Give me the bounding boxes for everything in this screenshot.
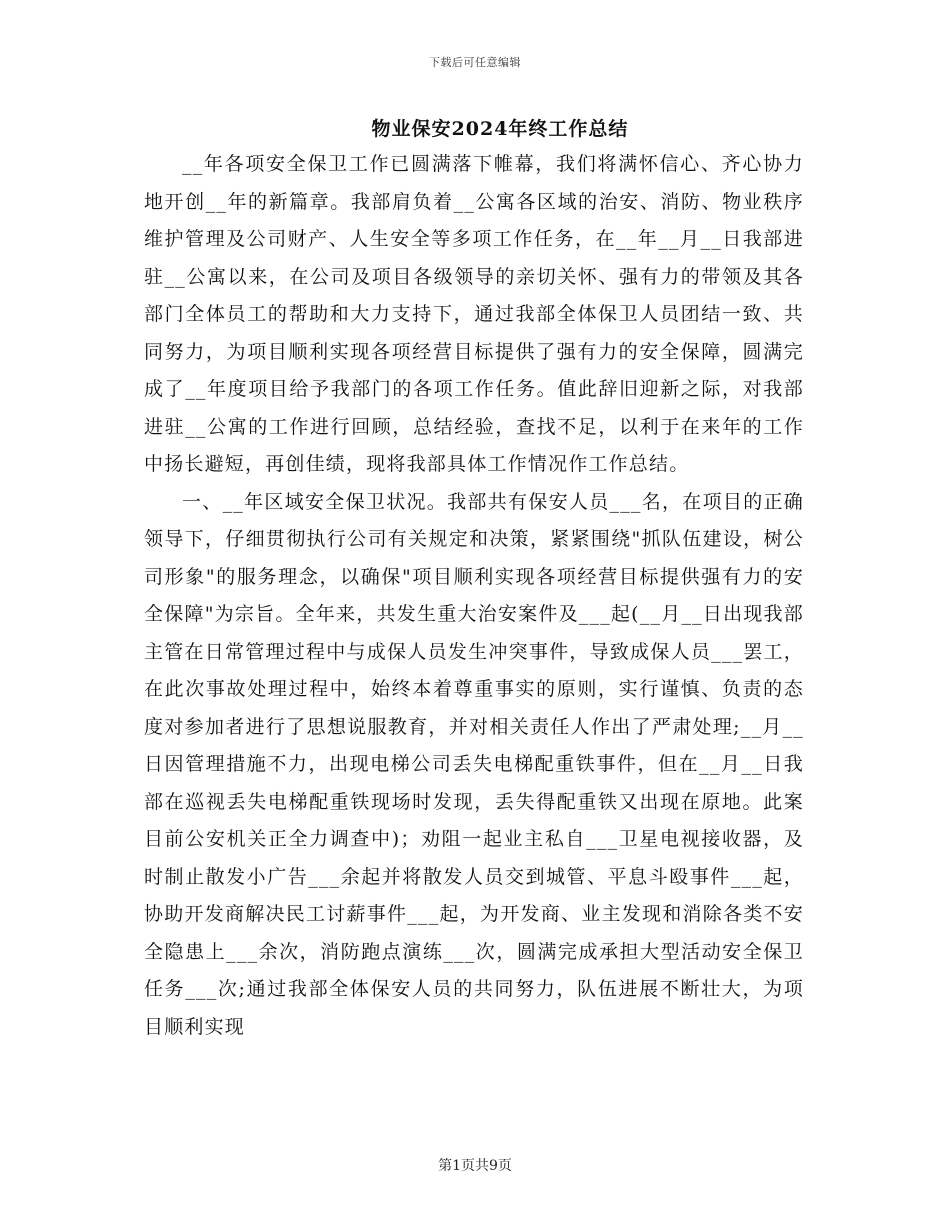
page-indicator: 第1页共9页 xyxy=(438,1158,512,1174)
document-title: 物业保安2024年终工作总结 xyxy=(371,118,629,140)
document-body xyxy=(144,146,804,1046)
paragraph-intro: __年各项安全保卫工作已圆满落下帷幕，我们将满怀信心、齐心协力地开创__年的新篇章。我部肩负着__公寓各区域的治安、消防、物业秩序维护管理及公司财产、人生安全等多项工作任务，在__年__月__日我部进驻__公寓以来，在公司及项目各级领导的亲切关怀、强有力的带领及其各部门全体员工的帮助和大力支持下，通过我部全体保卫人员团结一致、共同努力，为项目顺利实现各项经营目标提供了强有力的安全保障，圆满完成了__年度项目给予我部门的各项工作任务。值此辞旧迎新之际，对我部进驻__公寓的工作进行回顾，总结经验，查找不足，以利于在来年的工作中扬长避短，再创佳绩，现将我部具体工作情况作工作总结。 xyxy=(144,153,804,475)
header-note: 下载后可任意编辑 xyxy=(429,56,521,69)
paragraph-section-1: 一、__年区域安全保卫状况。我部共有保安人员___名，在项目的正确领导下，仔细贯彻执行公司有关规定和决策，紧紧围绕"抓队伍建设，树公司形象"的服务理念，以确保"项目顺利实现各项经营目标提供强有力的安全保障"为宗旨。全年来，共发生重大治安案件及___起(__月__日出现我部主管在日常管理过程中与成保人员发生冲突事件，导致成保人员___罢工，在此次事故处理过程中，始终本着尊重事实的原则，实行谨慎、负责的态度对参加者进行了思想说服教育，并对相关责任人作出了严肃处理;__月__日因管理措施不力，出现电梯公司丢失电梯配重铁事件，但在__月__日我部在巡视丢失电梯配重铁现场时发现，丢失得配重铁又出现在原地。此案目前公安机关正全力调查中)；劝阻一起业主私自___卫星电视接收器，及时制止散发小广告___余起并将散发人员交到城管、平息斗殴事件___起，协助开发商解决民工讨薪事件___起，为开发商、业主发现和消除各类不安全隐患上___余次，消防跑点演练___次，圆满完成承担大型活动安全保卫任务___次;通过我部全体保安人员的共同努力，队伍进展不断壮大，为项目顺利实现 xyxy=(144,490,804,1038)
